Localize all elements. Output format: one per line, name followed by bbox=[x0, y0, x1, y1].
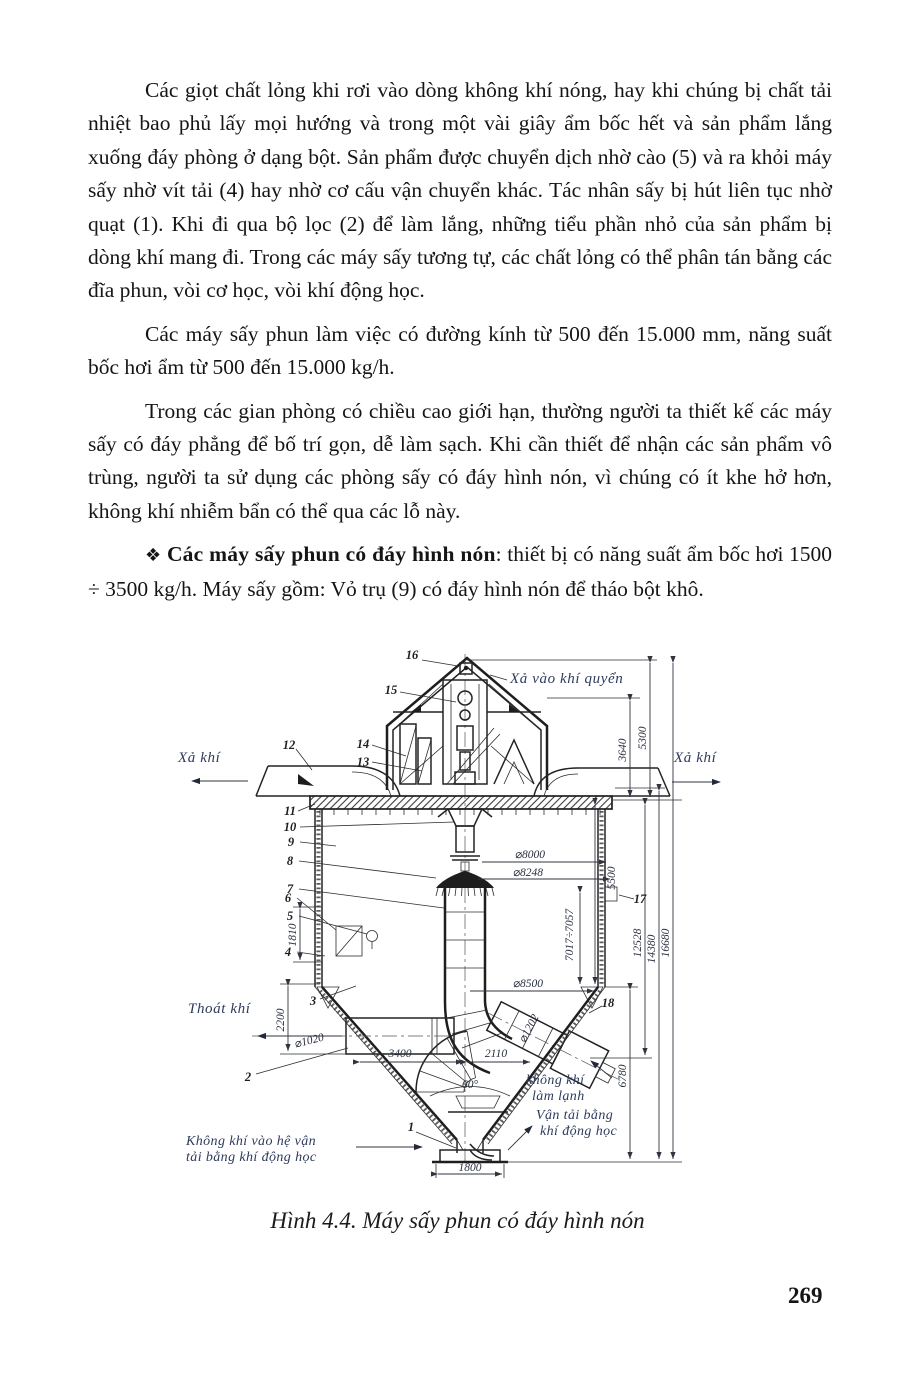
label-cooling-line1: không khí bbox=[526, 1073, 585, 1088]
part-4: 4 bbox=[284, 945, 292, 959]
dim-5500: 5500 bbox=[606, 866, 618, 890]
dim-6780: 6780 bbox=[617, 1064, 629, 1088]
part-11: 11 bbox=[284, 804, 296, 818]
part-13: 13 bbox=[356, 755, 370, 769]
part-2: 2 bbox=[244, 1070, 252, 1084]
label-pneumatic-line2: khí động học bbox=[540, 1124, 618, 1139]
paragraph-4-rest: : thiết bị có năng suất ẩm bốc hơi 1500 ÷ 3500 kg/h. Máy sấy gồm: Vỏ trụ (9) có đáy hình nón để tháo bột khô. bbox=[88, 542, 833, 601]
part-12: 12 bbox=[282, 738, 296, 752]
dim-2200: 2200 bbox=[275, 1008, 287, 1032]
dim-3640: 3640 bbox=[617, 738, 629, 762]
ceiling-slab bbox=[310, 796, 612, 815]
page-number: 269 bbox=[788, 1283, 823, 1308]
part-18: 18 bbox=[601, 996, 615, 1010]
paragraph-2: Các máy sấy phun làm việc có đường kính từ 500 đến 15.000 mm, năng suất bốc hơi ẩm từ 500 đến 15.000 kg/h. bbox=[88, 321, 832, 380]
label-exhaust-left: Xả khí bbox=[178, 750, 221, 766]
gas-distributor bbox=[416, 1031, 508, 1112]
dim-dia8248: ⌀8248 bbox=[513, 867, 543, 879]
part-16: 16 bbox=[405, 650, 419, 662]
label-atmosphere: Xả vào khí quyển bbox=[510, 671, 624, 687]
central-tube bbox=[445, 888, 512, 1073]
part-8: 8 bbox=[286, 854, 294, 868]
dim-dia8500: ⌀8500 bbox=[513, 978, 543, 990]
exhaust-duct-left bbox=[192, 766, 400, 796]
paragraph-1: Các giọt chất lỏng khi rơi vào dòng không khí nóng, hay khi chúng bị chất tải nhiệt bao phủ lấy mọi hướng và trong một vài giây ẩm bốc hết và sản phẩm lắng xuống đáy phòng ở dạng bột. Sản phẩm được chuyển dịch nhờ cào (5) và ra khỏi máy sấy nhờ vít tải (4) hay nhờ cơ cấu vận chuyển khác. Tác nhân sấy bị hút liên tục nhờ quạt (1). Khi đi qua bộ lọc (2) để làm lắng, những tiểu phần nhỏ của sản phẩm bị dòng khí mang đi. Trong các máy sấy tương tự, các chất lỏng có thể phân tán bằng các đĩa phun, vòi cơ học, vòi khí động học. bbox=[88, 78, 832, 303]
dim-7017-7057: 7017÷7057 bbox=[564, 908, 576, 962]
label-exhaust-right: Xả khí bbox=[674, 750, 717, 766]
part-9: 9 bbox=[287, 835, 295, 849]
dim-1800: 1800 bbox=[458, 1162, 482, 1174]
dim-12528: 12528 bbox=[632, 928, 644, 958]
diamond-bullet-icon: ❖ bbox=[145, 545, 162, 567]
dim-3400: 3400 bbox=[388, 1048, 412, 1060]
label-cooling-line2: làm lạnh bbox=[532, 1089, 585, 1104]
part-15: 15 bbox=[384, 683, 398, 697]
dim-2110: 2110 bbox=[484, 1048, 508, 1060]
body-text bbox=[88, 74, 832, 616]
label-outlet: Thoát khí bbox=[188, 1001, 251, 1017]
part-10: 10 bbox=[283, 820, 297, 834]
part-1: 1 bbox=[407, 1120, 415, 1134]
paragraph-3: Trong các gian phòng có chiều cao giới hạn, thường người ta thiết kế các máy sấy có đáy phẳng để bố trí gọn, dễ làm sạch. Khi cần thiết để nhận các sản phẩm vô trùng, người ta sử dụng các phòng sấy có đáy hình nón, vì chúng có ít khe hở hơn, không khí nhiễm bẩn có thể qua các lỗ này. bbox=[88, 398, 832, 523]
dim-5300: 5300 bbox=[637, 726, 649, 750]
dim-dia1202: ⌀1202 bbox=[517, 1012, 542, 1045]
label-air-in-line1: Không khí vào hệ vận bbox=[186, 1134, 317, 1149]
dim-60deg: 60° bbox=[461, 1079, 479, 1091]
part-17: 17 bbox=[633, 892, 647, 906]
part-7: 7 bbox=[286, 882, 294, 896]
part-14: 14 bbox=[356, 737, 370, 751]
paragraph-4 bbox=[88, 538, 832, 606]
spray-dryer-diagram bbox=[160, 650, 760, 1198]
figure-caption: Hình 4.4. Máy sấy phun có đáy hình nón bbox=[270, 1208, 645, 1233]
part-3: 3 bbox=[309, 994, 317, 1008]
dim-dia8000: ⌀8000 bbox=[515, 849, 545, 861]
exhaust-duct-right bbox=[534, 768, 720, 796]
chamber-walls bbox=[315, 809, 605, 1008]
label-air-in-line2: tải bằng khí động học bbox=[186, 1150, 317, 1165]
dim-1810: 1810 bbox=[287, 923, 299, 947]
dim-dia1020: ⌀1020 bbox=[293, 1031, 326, 1051]
pneumatic-arrow bbox=[508, 1126, 532, 1150]
part-6: 6 bbox=[284, 891, 292, 905]
part-5: 5 bbox=[286, 909, 294, 923]
paragraph-4-heading: Các máy sấy phun có đáy hình nón bbox=[166, 542, 496, 567]
dim-14380: 14380 bbox=[646, 934, 658, 964]
dimension-lines bbox=[288, 663, 673, 1174]
label-pneumatic-line1: Vận tải bằng bbox=[536, 1108, 614, 1123]
dim-16680: 16680 bbox=[660, 928, 672, 958]
dimension-reference-lines bbox=[280, 660, 682, 1178]
